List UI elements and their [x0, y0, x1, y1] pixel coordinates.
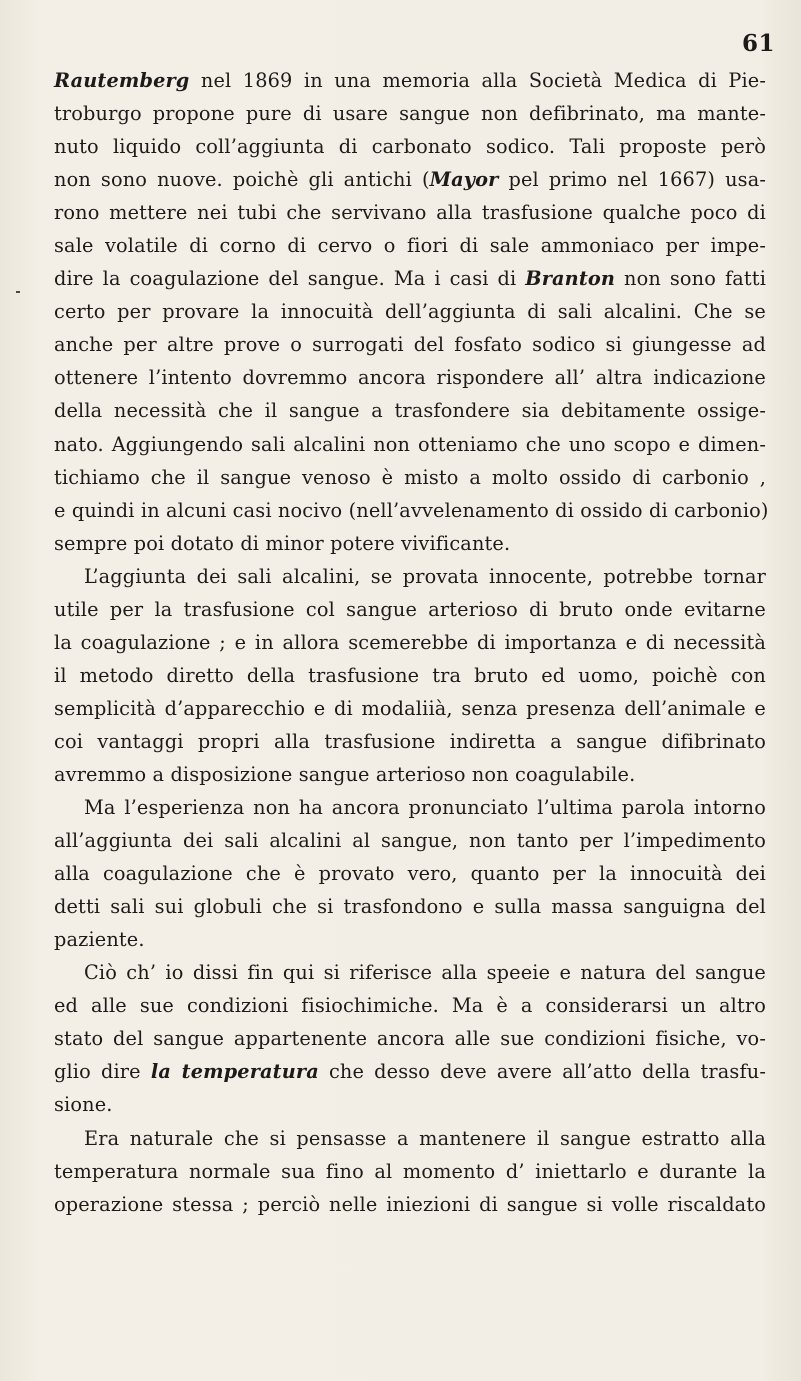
text-line: [54, 328, 766, 361]
text-line: [54, 758, 766, 791]
text-segment: nuto liquido coll’aggiunta di carbonato sodico. Tali proposte però: [54, 135, 766, 159]
text-segment: sione.: [54, 1093, 113, 1117]
text-segment: all’aggiunta dei sali alcalini al sangue, non tanto per l’impedimento: [54, 829, 766, 853]
text-segment: rono mettere nei tubi che servivano alla trasfusione qualche poco di: [54, 201, 766, 225]
text-segment: troburgo propone pure di usare sangue non defibrinato, ma mante-: [54, 102, 766, 126]
text-segment: detti sali sui globuli che si trasfondono e sulla massa sanguigna del: [54, 895, 766, 919]
text-segment: alla coagulazione che è provato vero, quanto per la innocuità dei: [54, 862, 766, 886]
text-segment: temperatura normale sua fino al momento d’ iniettarlo e durante la: [54, 1159, 766, 1183]
body-text: [54, 64, 769, 1221]
text-segment: il metodo diretto della trasfusione tra bruto ed uomo, poichè con: [54, 663, 766, 687]
text-segment: sale volatile di corno di cervo o fiori di sale ammoniaco per impe-: [54, 234, 766, 258]
text-segment: utile per la trasfusione col sangue arterioso di bruto onde evitarne: [54, 597, 766, 621]
text-line: [54, 64, 766, 97]
text-line: [54, 295, 766, 328]
text-line: [54, 1122, 766, 1155]
italic-text: la temperatura: [150, 1060, 319, 1084]
text-line: [54, 1055, 766, 1088]
text-segment: ed alle sue condizioni fisiochimiche. Ma è a considerarsi un altro: [54, 994, 766, 1018]
text-segment: nato. Aggiungendo sali alcalini non otteniamo che uno scopo e dimen-: [54, 432, 766, 456]
text-line: [54, 890, 766, 923]
text-line: [54, 725, 766, 758]
text-line: [54, 130, 766, 163]
text-segment: la coagulazione ; e in allora scemerebbe di importanza e di necessità: [54, 630, 766, 654]
text-line: [54, 923, 766, 956]
text-segment: che desso deve avere all’atto della trasfu-: [318, 1060, 766, 1084]
text-segment: Era naturale che si pensasse a mantenere il sangue estratto alla: [84, 1126, 766, 1150]
text-segment: certo per provare la innocuità dell’aggiunta di sali alcalini. Che se: [54, 300, 766, 324]
paragraph: [54, 1122, 766, 1221]
text-line: [54, 97, 766, 130]
text-line: [54, 229, 766, 262]
text-line: [54, 163, 766, 196]
text-line: [54, 989, 766, 1022]
page-number: 61: [742, 30, 776, 57]
text-line: [54, 1088, 766, 1121]
text-segment: coi vantaggi propri alla trasfusione indiretta a sangue difibrinato: [54, 729, 766, 753]
text-line: [54, 659, 766, 692]
text-segment: glio dire: [54, 1060, 151, 1084]
text-segment: della necessità che il sangue a trasfondere sia debitamente ossige-: [54, 399, 766, 423]
paragraph: [54, 560, 766, 791]
margin-mark: [16, 291, 20, 293]
text-segment: stato del sangue appartenente ancora alle sue condizioni fisiche, vo-: [54, 1027, 766, 1051]
text-segment: nel 1869 in una memoria alla Società Medica di Pie-: [189, 69, 766, 92]
text-line: [54, 626, 766, 659]
text-segment: pel primo nel 1667) usa-: [498, 168, 767, 192]
text-segment: paziente.: [54, 928, 145, 952]
text-segment: e quindi in alcuni casi nocivo (nell’avvelenamento di ossido di carbonio): [54, 498, 769, 522]
text-line: [54, 593, 766, 626]
italic-text: Branton: [525, 267, 616, 291]
text-line: [54, 956, 766, 989]
italic-text: Rautemberg: [54, 69, 190, 92]
text-line: [54, 494, 769, 527]
paragraph: [54, 791, 766, 956]
text-segment: sempre poi dotato di minor potere vivificante.: [54, 531, 511, 555]
text-line: [54, 824, 766, 857]
italic-text: Mayor: [429, 168, 499, 192]
text-line: [54, 394, 766, 427]
text-segment: ottenere l’intento dovremmo ancora rispondere all’ altra indicazione: [54, 366, 766, 390]
text-segment: tichiamo che il sangue venoso è misto a molto ossido di carbonio ,: [54, 465, 766, 489]
text-segment: Ma l’esperienza non ha ancora pronunciato l’ultima parola intorno: [84, 796, 766, 820]
text-line: [54, 560, 766, 593]
text-segment: dire la coagulazione del sangue. Ma i casi di: [54, 267, 526, 291]
text-segment: non sono nuove. poichè gli antichi (: [54, 168, 430, 192]
text-line: [54, 692, 766, 725]
text-segment: anche per altre prove o surrogati del fosfato sodico si giungesse ad: [54, 333, 766, 357]
text-line: [54, 262, 766, 295]
text-segment: semplicità d’apparecchio e di modaliià, senza presenza dell’animale e: [54, 696, 766, 720]
paragraph: [54, 956, 766, 1121]
text-segment: L’aggiunta dei sali alcalini, se provata innocente, potrebbe tornar: [84, 564, 766, 588]
text-line: [54, 857, 766, 890]
text-line: [54, 428, 766, 461]
text-line: [54, 196, 766, 229]
text-line: [54, 461, 766, 494]
text-line: [54, 361, 766, 394]
paragraph: [54, 64, 769, 560]
text-line: [54, 1155, 766, 1188]
text-segment: operazione stessa ; perciò nelle iniezioni di sangue si volle riscaldato: [54, 1192, 766, 1216]
text-segment: non sono fatti: [615, 267, 767, 291]
text-line: [54, 1022, 766, 1055]
text-line: [54, 791, 766, 824]
text-segment: Ciò ch’ io dissi fin qui si riferisce alla speeie e natura del sangue: [84, 961, 766, 985]
text-line: [54, 1188, 766, 1221]
text-line: [54, 527, 766, 560]
text-segment: avremmo a disposizione sangue arterioso non coagulabile.: [54, 762, 636, 786]
